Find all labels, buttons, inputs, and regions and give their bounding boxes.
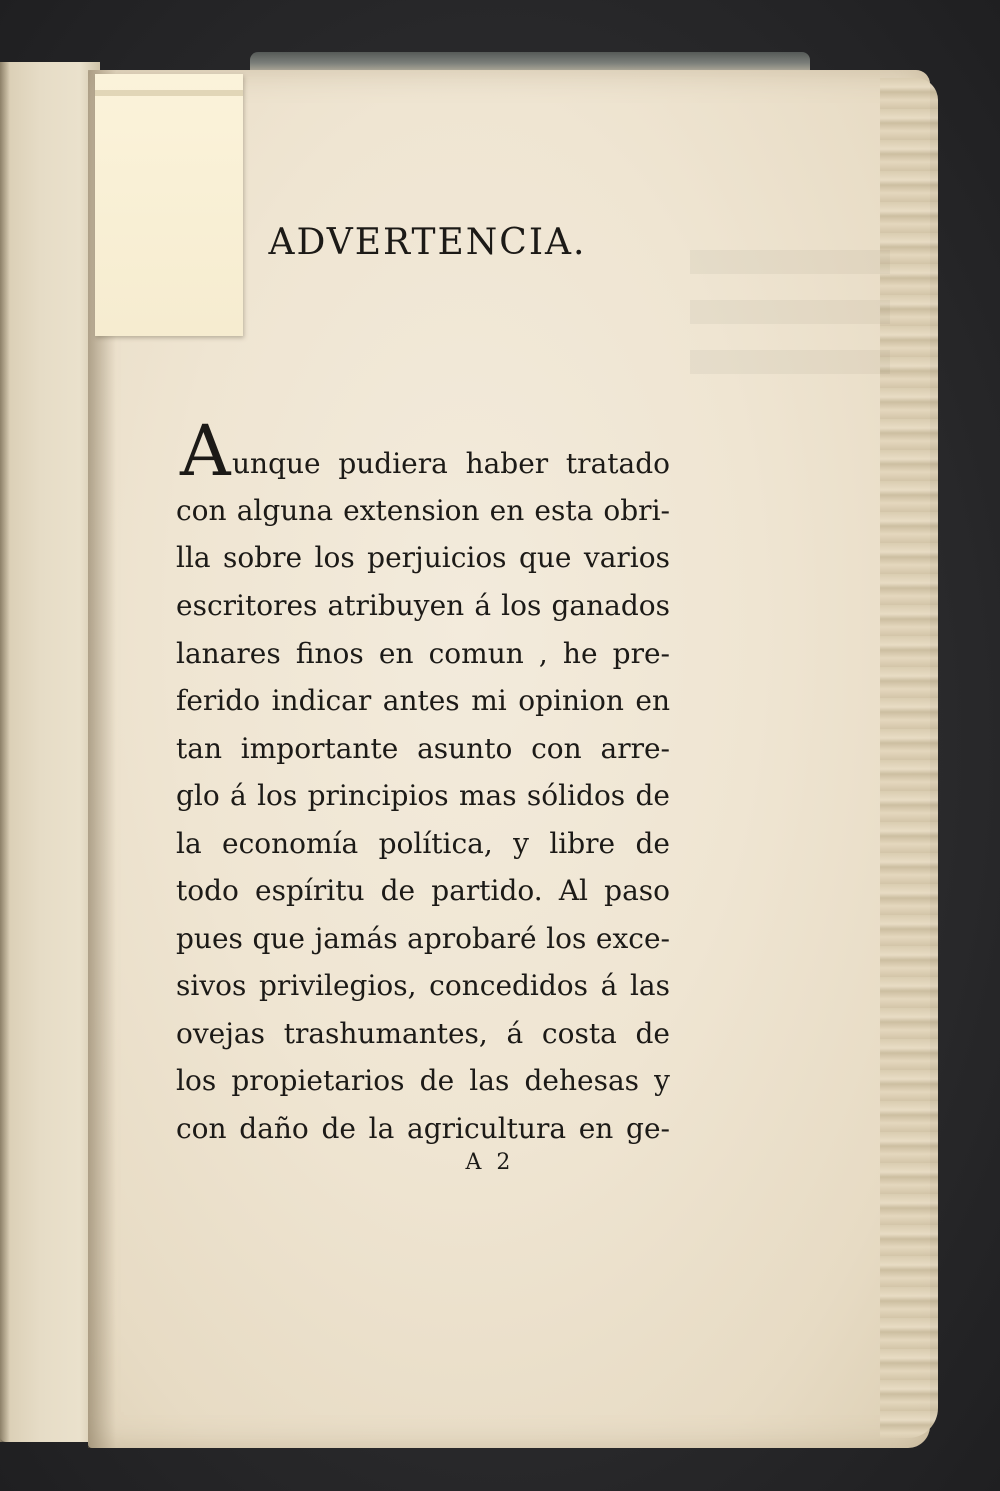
text-line: ovejas trashumantes, á costa de xyxy=(176,1017,670,1050)
signature-mark: A 2 xyxy=(465,1150,515,1175)
text-line: lla sobre los perjuicios que varios xyxy=(176,541,670,574)
show-through-mark xyxy=(690,350,890,374)
drop-cap: A xyxy=(180,410,231,492)
text-line: los propietarios de las dehesas y xyxy=(176,1064,670,1097)
frayed-fore-edge xyxy=(880,78,938,1438)
text-line: sivos privilegios, concedidos á las xyxy=(176,969,670,1002)
left-page-shadow xyxy=(0,62,10,1442)
left-page-edge xyxy=(0,62,100,1442)
text-line: con alguna extension en esta obri- xyxy=(176,494,670,527)
text-line: ferido indicar antes mi opinion en xyxy=(176,684,670,717)
text-line: glo á los principios mas sólidos de xyxy=(176,779,670,812)
text-line: todo espíritu de partido. Al paso xyxy=(176,874,670,907)
text-line: lanares finos en comun , he pre- xyxy=(176,637,670,670)
page-heading: ADVERTENCIA. xyxy=(268,222,587,263)
text-line: escritores atribuyen á los ganados xyxy=(176,589,670,622)
text-line: la economía política, y libre de xyxy=(176,827,670,860)
text-line: tan importante asunto con arre- xyxy=(176,732,670,765)
text-line: con daño de la agricultura en ge- xyxy=(176,1112,670,1145)
text-line: unque pudiera haber tratado xyxy=(232,447,670,480)
show-through-mark xyxy=(690,300,890,324)
text-line: pues que jamás aprobaré los exce- xyxy=(176,922,670,955)
paper-slip xyxy=(95,74,243,336)
paper-slip-fold xyxy=(95,90,243,96)
show-through-mark xyxy=(690,250,890,274)
